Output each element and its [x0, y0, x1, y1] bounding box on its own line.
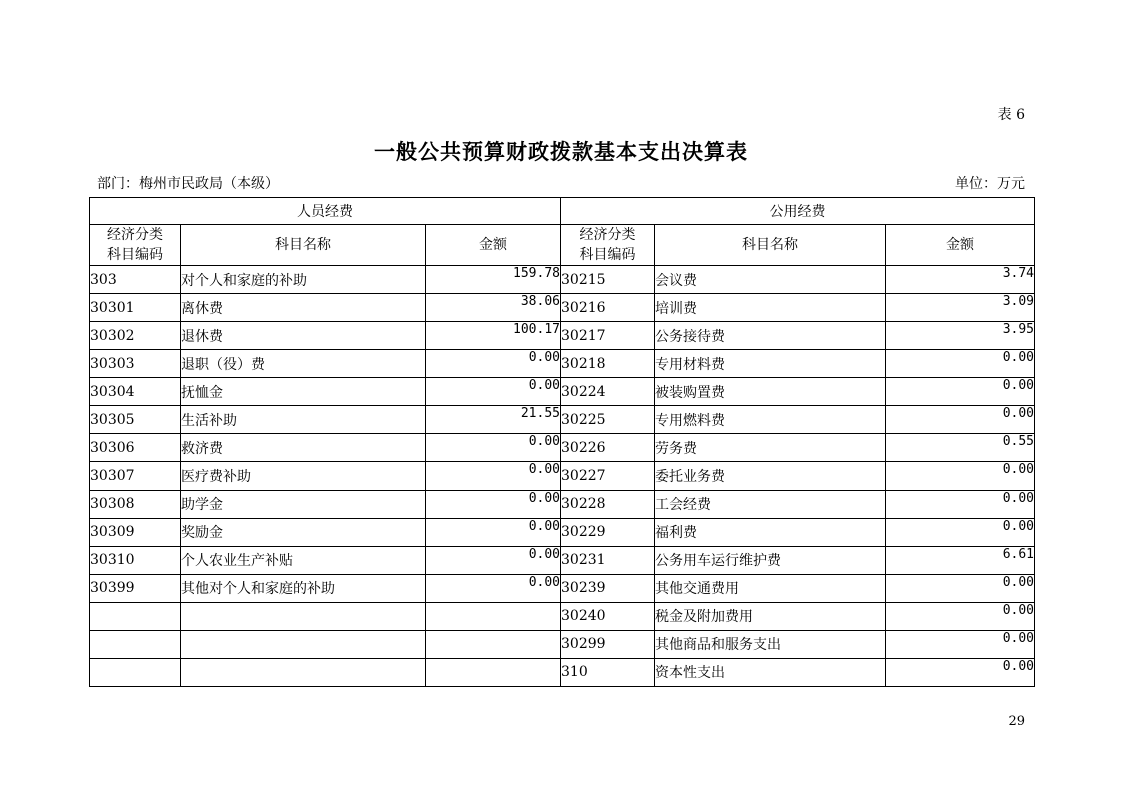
personnel-name-cell: 奖励金: [181, 518, 426, 546]
public-amount-cell: 0.00: [886, 378, 1035, 406]
public-amount-cell: 3.95: [886, 322, 1035, 350]
table-number: 表 6: [997, 107, 1025, 123]
page-title: 一般公共预算财政拨款基本支出决算表: [374, 139, 748, 164]
public-code-cell: 30225: [561, 406, 655, 434]
public-amount-cell: 0.00: [886, 630, 1035, 658]
public-amount-cell: 0.00: [886, 658, 1035, 686]
public-code-cell: 30227: [561, 462, 655, 490]
public-amount-cell: 3.74: [886, 266, 1035, 294]
public-code-cell: 30240: [561, 602, 655, 630]
public-code-cell: 30215: [561, 266, 655, 294]
personnel-name-cell: [181, 602, 426, 630]
personnel-amount-cell: 0.00: [426, 546, 561, 574]
public-code-cell: 30217: [561, 322, 655, 350]
public-amount-cell: 0.00: [886, 490, 1035, 518]
table-row: [90, 630, 1035, 658]
personnel-name-cell: 助学金: [181, 490, 426, 518]
department-label: 部门：梅州市民政局（本级）: [97, 176, 279, 192]
table-row: [90, 602, 1035, 630]
personnel-code-cell: 30309: [90, 518, 181, 546]
public-name-cell: 公务接待费: [655, 322, 886, 350]
group-header-personnel: 人员经费: [90, 198, 561, 225]
table-row: [90, 378, 1035, 406]
public-amount-cell: 0.00: [886, 518, 1035, 546]
personnel-amount-cell: 0.00: [426, 462, 561, 490]
public-name-cell: 福利费: [655, 518, 886, 546]
personnel-code-cell: 30307: [90, 462, 181, 490]
public-code-cell: 30299: [561, 630, 655, 658]
col-header-code: [561, 225, 655, 266]
personnel-amount-cell: 0.00: [426, 518, 561, 546]
public-amount-cell: 0.00: [886, 350, 1035, 378]
public-amount-cell: 0.00: [886, 602, 1035, 630]
personnel-code-cell: 30301: [90, 294, 181, 322]
personnel-code-cell: [90, 658, 181, 686]
public-name-cell: 税金及附加费用: [655, 602, 886, 630]
public-code-cell: 30226: [561, 434, 655, 462]
personnel-amount-cell: 38.06: [426, 294, 561, 322]
col-header-code-line1: 经济分类: [107, 227, 163, 243]
personnel-amount-cell: 0.00: [426, 378, 561, 406]
budget-table: [89, 197, 1035, 687]
public-name-cell: 被装购置费: [655, 378, 886, 406]
unit-label: 单位：万元: [955, 176, 1025, 192]
table-row: [90, 434, 1035, 462]
public-amount-cell: 0.55: [886, 434, 1035, 462]
table-row: [90, 406, 1035, 434]
table-row: [90, 546, 1035, 574]
personnel-amount-cell: 100.17: [426, 322, 561, 350]
table-row: [90, 518, 1035, 546]
personnel-amount-cell: [426, 602, 561, 630]
public-amount-cell: 0.00: [886, 574, 1035, 602]
col-header-code: [90, 225, 181, 266]
public-name-cell: 劳务费: [655, 434, 886, 462]
personnel-code-cell: 30306: [90, 434, 181, 462]
public-amount-cell: 6.61: [886, 546, 1035, 574]
personnel-name-cell: 医疗费补助: [181, 462, 426, 490]
public-code-cell: 30224: [561, 378, 655, 406]
public-code-cell: 30229: [561, 518, 655, 546]
col-header-name: 科目名称: [655, 225, 886, 266]
public-name-cell: 其他商品和服务支出: [655, 630, 886, 658]
public-name-cell: 工会经费: [655, 490, 886, 518]
public-code-cell: 30239: [561, 574, 655, 602]
table-row: [90, 490, 1035, 518]
col-header-code-line1: 经济分类: [579, 227, 636, 243]
public-name-cell: 专用材料费: [655, 350, 886, 378]
public-code-cell: 30216: [561, 294, 655, 322]
personnel-code-cell: 303: [90, 266, 181, 294]
public-code-cell: 30218: [561, 350, 655, 378]
personnel-code-cell: 30305: [90, 406, 181, 434]
personnel-name-cell: 离休费: [181, 294, 426, 322]
personnel-code-cell: 30303: [90, 350, 181, 378]
personnel-amount-cell: 159.78: [426, 266, 561, 294]
personnel-code-cell: [90, 630, 181, 658]
personnel-code-cell: 30308: [90, 490, 181, 518]
personnel-code-cell: 30304: [90, 378, 181, 406]
personnel-amount-cell: 0.00: [426, 574, 561, 602]
personnel-code-cell: 30302: [90, 322, 181, 350]
col-header-code-line2: 科目编码: [107, 247, 163, 263]
table-row: [90, 322, 1035, 350]
personnel-name-cell: 生活补助: [181, 406, 426, 434]
public-code-cell: 310: [561, 658, 655, 686]
col-header-amount: 金额: [426, 225, 561, 266]
table-row: [90, 574, 1035, 602]
table-row: [90, 462, 1035, 490]
personnel-name-cell: 退休费: [181, 322, 426, 350]
col-header-code-line2: 科目编码: [579, 247, 636, 263]
group-header-public: 公用经费: [561, 198, 1035, 225]
personnel-name-cell: 救济费: [181, 434, 426, 462]
public-code-cell: 30231: [561, 546, 655, 574]
personnel-amount-cell: 21.55: [426, 406, 561, 434]
personnel-amount-cell: 0.00: [426, 350, 561, 378]
personnel-name-cell: 对个人和家庭的补助: [181, 266, 426, 294]
col-header-amount: 金额: [886, 225, 1035, 266]
table-row: [90, 658, 1035, 686]
public-name-cell: 会议费: [655, 266, 886, 294]
personnel-amount-cell: [426, 658, 561, 686]
personnel-code-cell: 30310: [90, 546, 181, 574]
public-name-cell: 培训费: [655, 294, 886, 322]
personnel-name-cell: 个人农业生产补贴: [181, 546, 426, 574]
public-code-cell: 30228: [561, 490, 655, 518]
public-name-cell: 其他交通费用: [655, 574, 886, 602]
personnel-name-cell: 抚恤金: [181, 378, 426, 406]
personnel-name-cell: [181, 658, 426, 686]
col-header-name: 科目名称: [181, 225, 426, 266]
public-amount-cell: 0.00: [886, 406, 1035, 434]
personnel-code-cell: [90, 602, 181, 630]
public-name-cell: 专用燃料费: [655, 406, 886, 434]
table-row: [90, 266, 1035, 294]
page-number: 29: [1008, 714, 1025, 729]
personnel-name-cell: 其他对个人和家庭的补助: [181, 574, 426, 602]
public-name-cell: 资本性支出: [655, 658, 886, 686]
public-name-cell: 公务用车运行维护费: [655, 546, 886, 574]
public-amount-cell: 3.09: [886, 294, 1035, 322]
personnel-code-cell: 30399: [90, 574, 181, 602]
personnel-name-cell: 退职（役）费: [181, 350, 426, 378]
personnel-name-cell: [181, 630, 426, 658]
personnel-amount-cell: [426, 630, 561, 658]
table-row: [90, 294, 1035, 322]
table-row: [90, 350, 1035, 378]
personnel-amount-cell: 0.00: [426, 434, 561, 462]
public-name-cell: 委托业务费: [655, 462, 886, 490]
public-amount-cell: 0.00: [886, 462, 1035, 490]
personnel-amount-cell: 0.00: [426, 490, 561, 518]
